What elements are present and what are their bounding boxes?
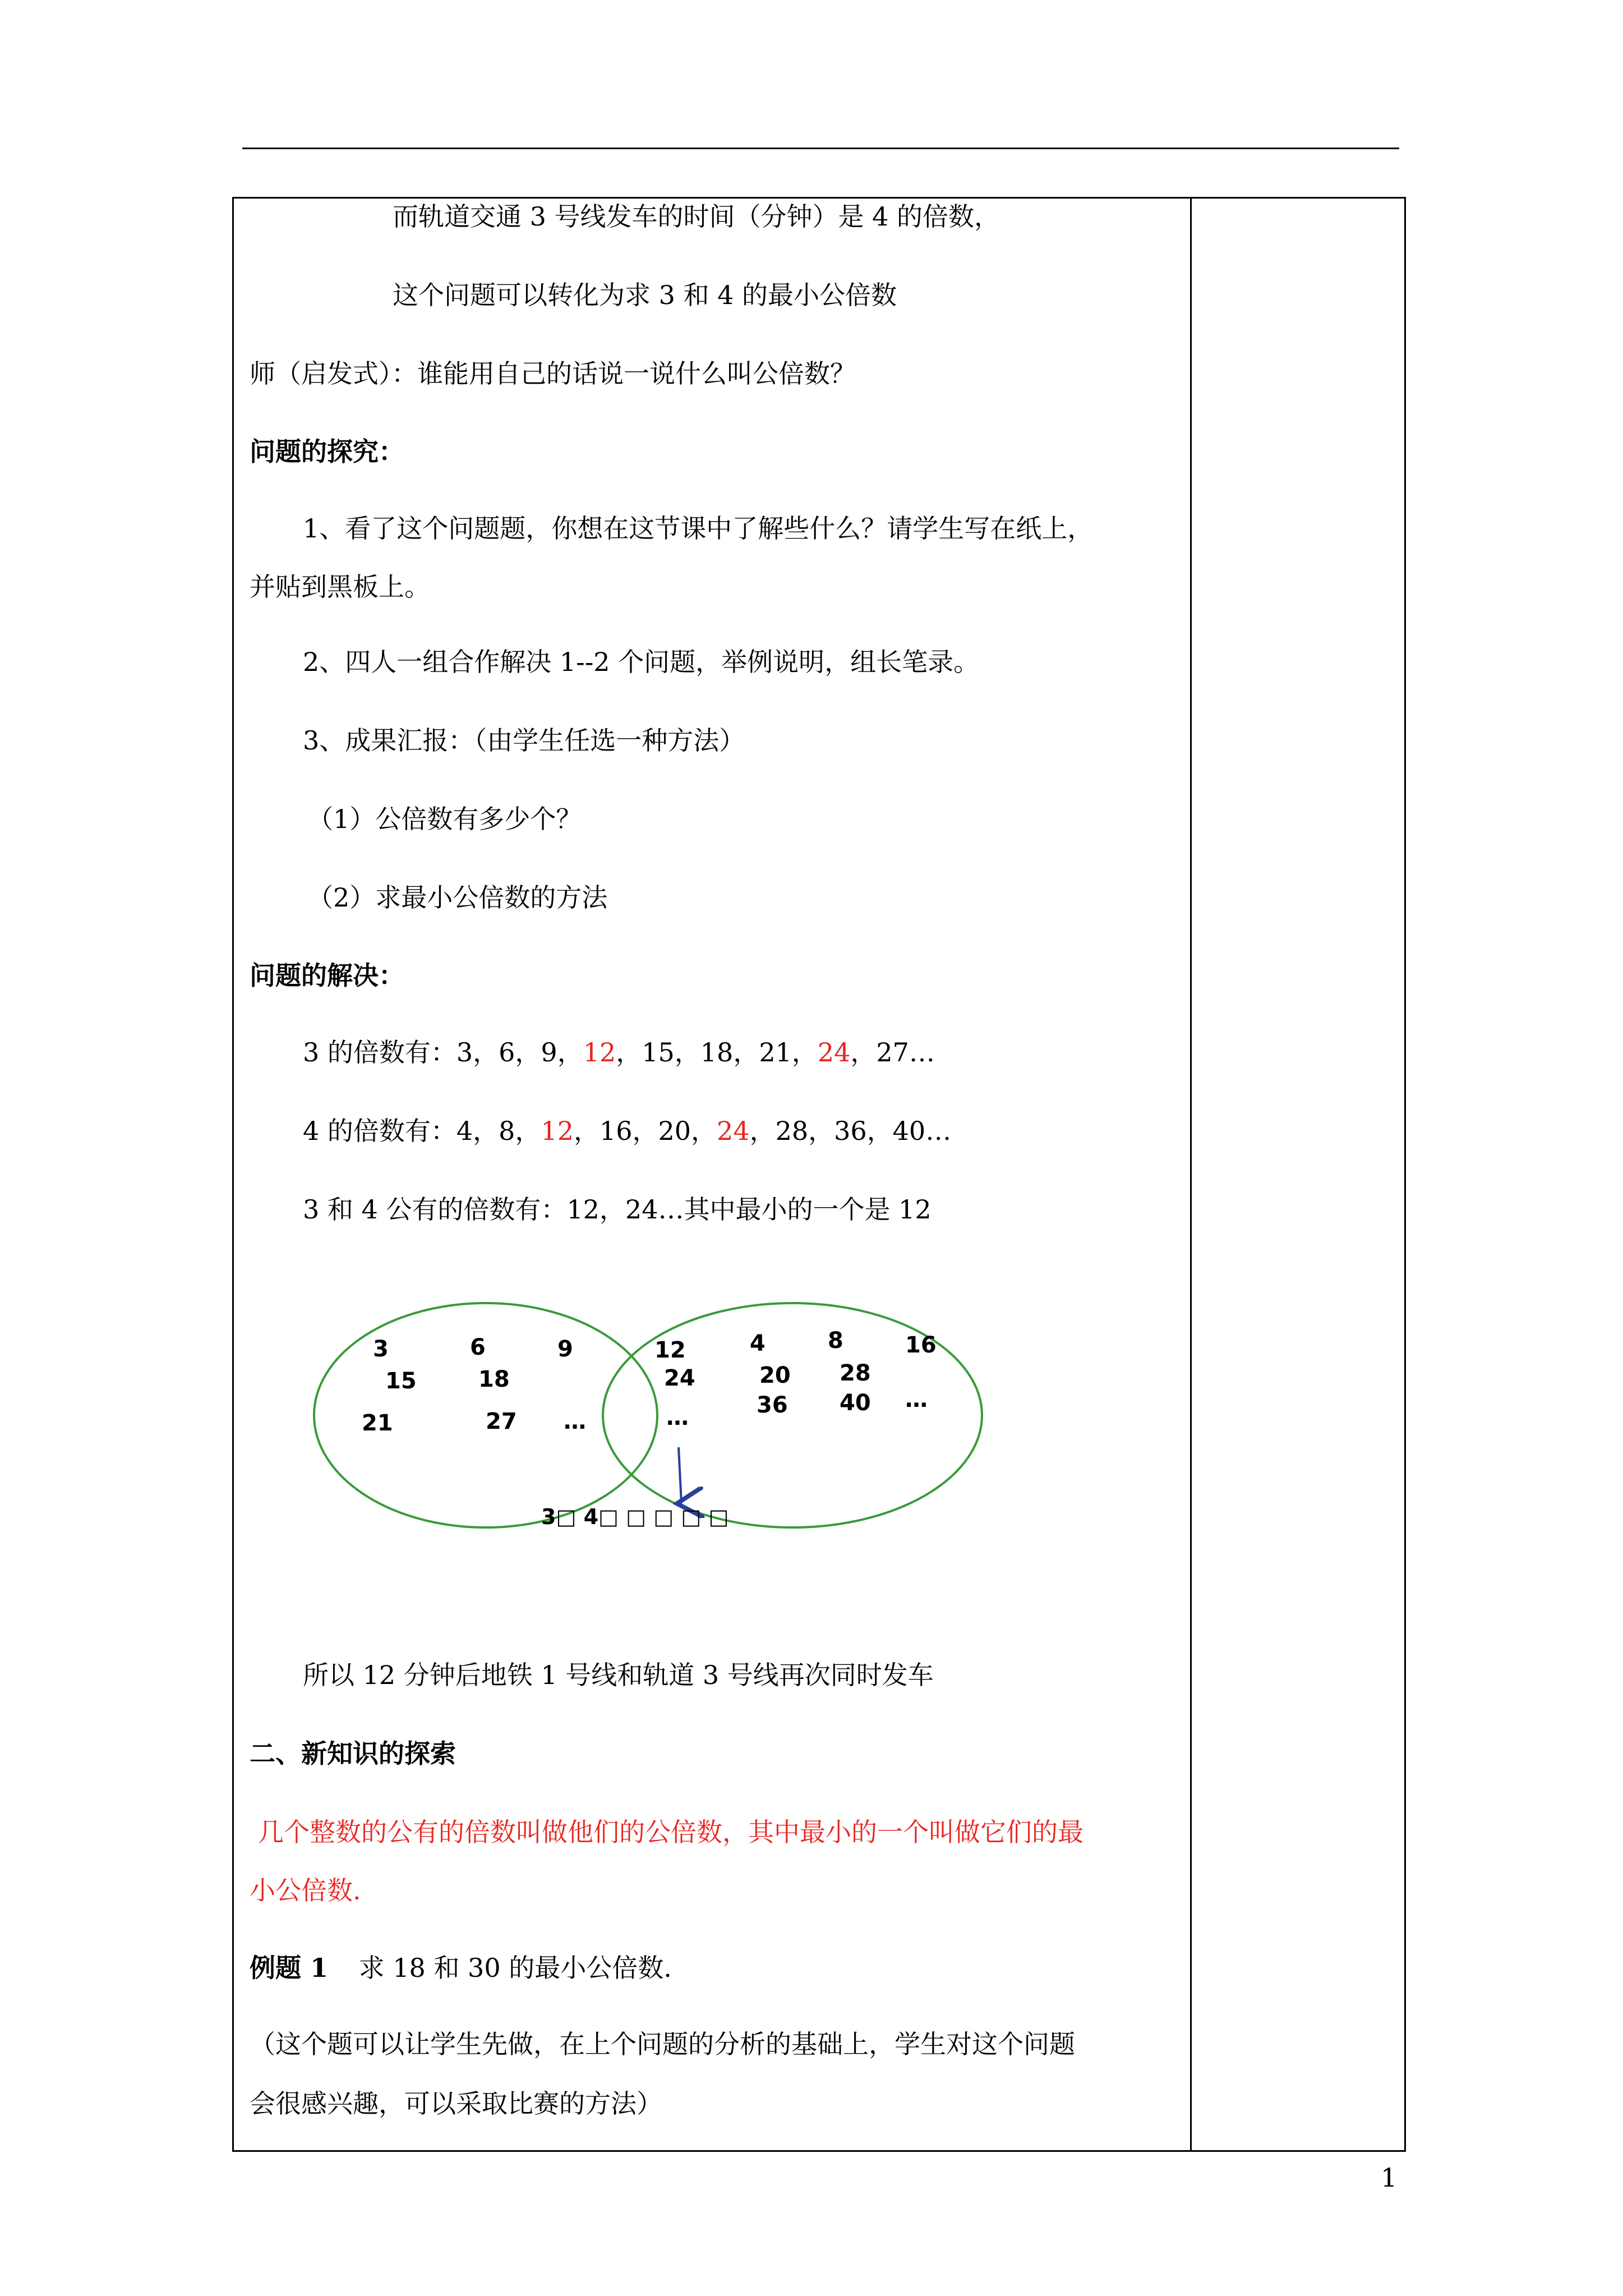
heading-solution: 问题的解决： [250,960,404,991]
venn-number: … [905,1387,928,1412]
common-multiple-highlight: 24 [817,1037,851,1068]
conclusion: 所以 12 分钟后地铁 1 号线和轨道 3 号线再次同时发车 [303,1660,934,1690]
page-number: 1 [1381,2162,1398,2193]
sub-question-2: （2）求最小公倍数的方法 [307,882,608,913]
venn-number: … [666,1405,689,1430]
multiples-of-4-prefix: 4 的倍数有：4，8， [303,1116,541,1146]
paragraph-transition-2: 这个问题可以转化为求 3 和 4 的最小公倍数 [393,280,897,310]
common-multiples-summary: 3 和 4 公有的倍数有：12，24…其中最小的一个是 12 [303,1194,932,1225]
definition-line-2: 小公倍数. [250,1875,361,1906]
common-multiple-highlight: 12 [583,1037,616,1068]
venn-number: 36 [757,1392,788,1418]
venn-caption: 3□ 4□ □ □ □ □ [541,1504,729,1529]
sub-question-1: （1）公倍数有多少个？ [307,804,582,834]
venn-number: 3 [373,1336,389,1362]
venn-number: 20 [759,1363,791,1388]
venn-number: 12 [654,1337,686,1363]
heading-new-knowledge: 二、新知识的探索 [250,1738,456,1769]
example-1 [250,1951,672,1985]
venn-number: 6 [470,1335,486,1360]
example-label: 例题 1 [250,1953,329,1983]
heading-exploration: 问题的探究： [250,436,404,467]
multiples-of-3-suffix: ，27… [850,1037,935,1068]
venn-arrow [679,1447,681,1503]
venn-number: 16 [905,1332,937,1358]
common-multiple-highlight: 24 [717,1116,750,1146]
multiples-of-3-mid: ，15，18，21， [616,1037,818,1068]
venn-number: 18 [478,1366,510,1392]
note-line-1: （这个题可以让学生先做，在上个问题的分析的基础上，学生对这个问题 [250,2029,1075,2059]
venn-number: 21 [362,1410,393,1436]
venn-number: 24 [664,1365,695,1391]
venn-number: 40 [840,1390,871,1416]
definition-line-1: 几个整数的公有的倍数叫做他们的公倍数，其中最小的一个叫做它们的最 [258,1817,1083,1847]
venn-number: 15 [385,1368,417,1394]
paragraph-transition-1: 而轨道交通 3 号线发车的时间（分钟）是 4 的倍数， [393,201,1000,232]
multiples-of-4-suffix: ，28，36，40… [749,1116,952,1146]
example-text: 求 18 和 30 的最小公倍数. [358,1953,672,1983]
note-line-2: 会很感兴趣，可以采取比赛的方法） [250,2088,662,2119]
step-3: 3、成果汇报：（由学生任选一种方法） [303,725,745,756]
teacher-question: 师（启发式）：谁能用自己的话说一说什么叫公倍数？ [250,358,856,389]
venn-number: 28 [840,1360,871,1386]
venn-number: 27 [486,1409,517,1434]
venn-number: … [564,1409,586,1434]
venn-number: 8 [828,1328,843,1354]
step-1-line-2: 并贴到黑板上。 [250,572,430,602]
step-2: 2、四人一组合作解决 1--2 个问题，举例说明，组长笔录。 [303,647,980,677]
multiples-of-4-mid: ，16，20， [573,1116,717,1146]
common-multiple-highlight: 12 [541,1116,574,1146]
step-1-line-1: 1、看了这个问题题，你想在这节课中了解些什么？请学生写在纸上， [303,513,1094,544]
venn-number: 4 [750,1331,766,1356]
venn-number: 9 [557,1336,573,1362]
multiples-of-3-prefix: 3 的倍数有：3，6，9， [303,1037,583,1068]
